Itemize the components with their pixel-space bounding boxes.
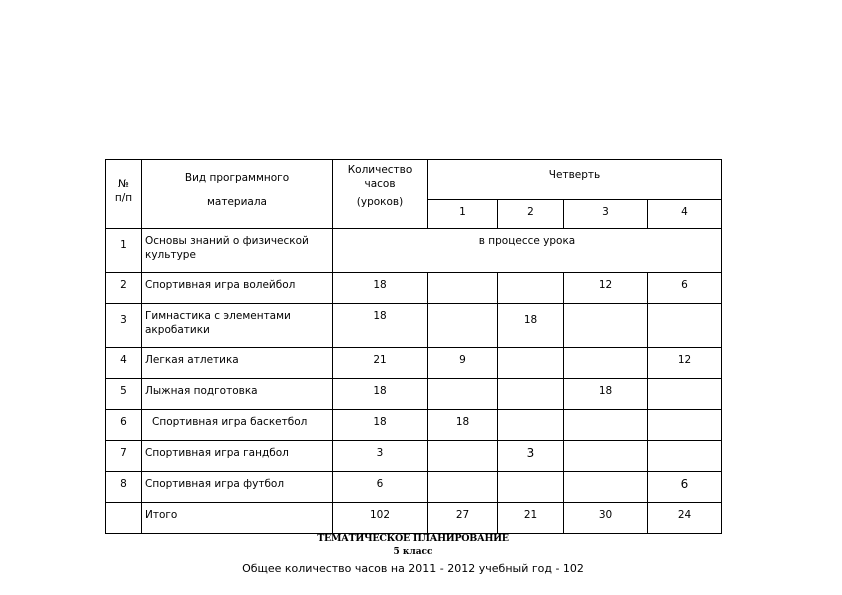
table-row [106, 379, 722, 410]
row-name: Лыжная подготовка [142, 379, 333, 410]
row-hours: 102 [333, 503, 428, 534]
table-row [106, 304, 722, 348]
row-hours: 6 [333, 472, 428, 503]
row-q2 [498, 379, 564, 410]
row-q2: 3 [498, 441, 564, 472]
total-hours-label: Общее количество часов на 2011 - 2012 учебный год - 102 [242, 562, 584, 575]
header-row [106, 160, 722, 200]
row-name: Спортивная игра гандбол [142, 441, 333, 472]
header-hours-line2: (уроков) [356, 196, 404, 208]
header-type-line2: материала [206, 196, 267, 208]
row-hours: 21 [333, 348, 428, 379]
header-hours-cell [333, 160, 428, 229]
header-q1: 1 [428, 200, 498, 229]
row-num [106, 503, 142, 534]
header-q3: 3 [564, 200, 648, 229]
row-q2 [498, 348, 564, 379]
table-row [106, 472, 722, 503]
row-q4: 12 [648, 348, 722, 379]
row-q1 [428, 441, 498, 472]
header-num: № п/п [114, 178, 133, 204]
row-q2 [498, 410, 564, 441]
total-row [106, 503, 722, 534]
row-num: 5 [106, 379, 142, 410]
table-row [106, 348, 722, 379]
header-quarter: Четверть [548, 169, 601, 181]
thematic-plan-table [105, 159, 722, 534]
plan-title: ТЕМАТИЧЕСКОЕ ПЛАНИРОВАНИЕ [317, 533, 509, 544]
row-name: Итого [142, 503, 333, 534]
header-num-cell [106, 160, 142, 229]
row-q2: 21 [498, 503, 564, 534]
grade-label: 5 класс [393, 547, 433, 557]
table-row [106, 441, 722, 472]
table-row [106, 229, 722, 273]
header-quarter-cell [428, 160, 722, 200]
row-hours: 18 [333, 379, 428, 410]
row-q3: 12 [564, 273, 648, 304]
row-name: Гимнастика с элементами акробатики [142, 304, 333, 348]
row-name: Основы знаний о физической культуре [142, 229, 333, 273]
row-num: 6 [106, 410, 142, 441]
row-q2 [498, 273, 564, 304]
row-hours: 18 [333, 304, 428, 348]
row-q1: 27 [428, 503, 498, 534]
row-q2: 18 [498, 304, 564, 348]
row-q3: 18 [564, 379, 648, 410]
row-merged-note: в процессе урока [333, 229, 722, 273]
row-num: 8 [106, 472, 142, 503]
row-q1 [428, 273, 498, 304]
row-q3: 30 [564, 503, 648, 534]
row-num: 7 [106, 441, 142, 472]
row-hours: 18 [333, 410, 428, 441]
row-name: Спортивная игра баскетбол [142, 410, 333, 441]
header-type-cell [142, 160, 333, 229]
row-num: 3 [106, 304, 142, 348]
row-num: 2 [106, 273, 142, 304]
row-q4 [648, 410, 722, 441]
table-row [106, 273, 722, 304]
row-q1: 9 [428, 348, 498, 379]
row-q3 [564, 410, 648, 441]
header-q4: 4 [648, 200, 722, 229]
row-q1: 18 [428, 410, 498, 441]
row-hours: 3 [333, 441, 428, 472]
row-hours: 18 [333, 273, 428, 304]
row-q1 [428, 304, 498, 348]
row-q4 [648, 304, 722, 348]
row-q3 [564, 304, 648, 348]
row-num: 1 [106, 229, 142, 273]
header-q2: 2 [498, 200, 564, 229]
row-name: Спортивная игра волейбол [142, 273, 333, 304]
row-q1 [428, 379, 498, 410]
row-name: Легкая атлетика [142, 348, 333, 379]
row-name: Спортивная игра футбол [142, 472, 333, 503]
row-q4: 6 [648, 273, 722, 304]
header-hours-line1: Количество часов [347, 164, 413, 190]
row-q4: 6 [648, 472, 722, 503]
table-row [106, 410, 722, 441]
row-q3 [564, 472, 648, 503]
row-q4 [648, 379, 722, 410]
row-q4 [648, 441, 722, 472]
row-q3 [564, 441, 648, 472]
header-type-line1: Вид программного [184, 172, 290, 184]
row-q3 [564, 348, 648, 379]
row-q1 [428, 472, 498, 503]
row-num: 4 [106, 348, 142, 379]
row-q4: 24 [648, 503, 722, 534]
row-q2 [498, 472, 564, 503]
